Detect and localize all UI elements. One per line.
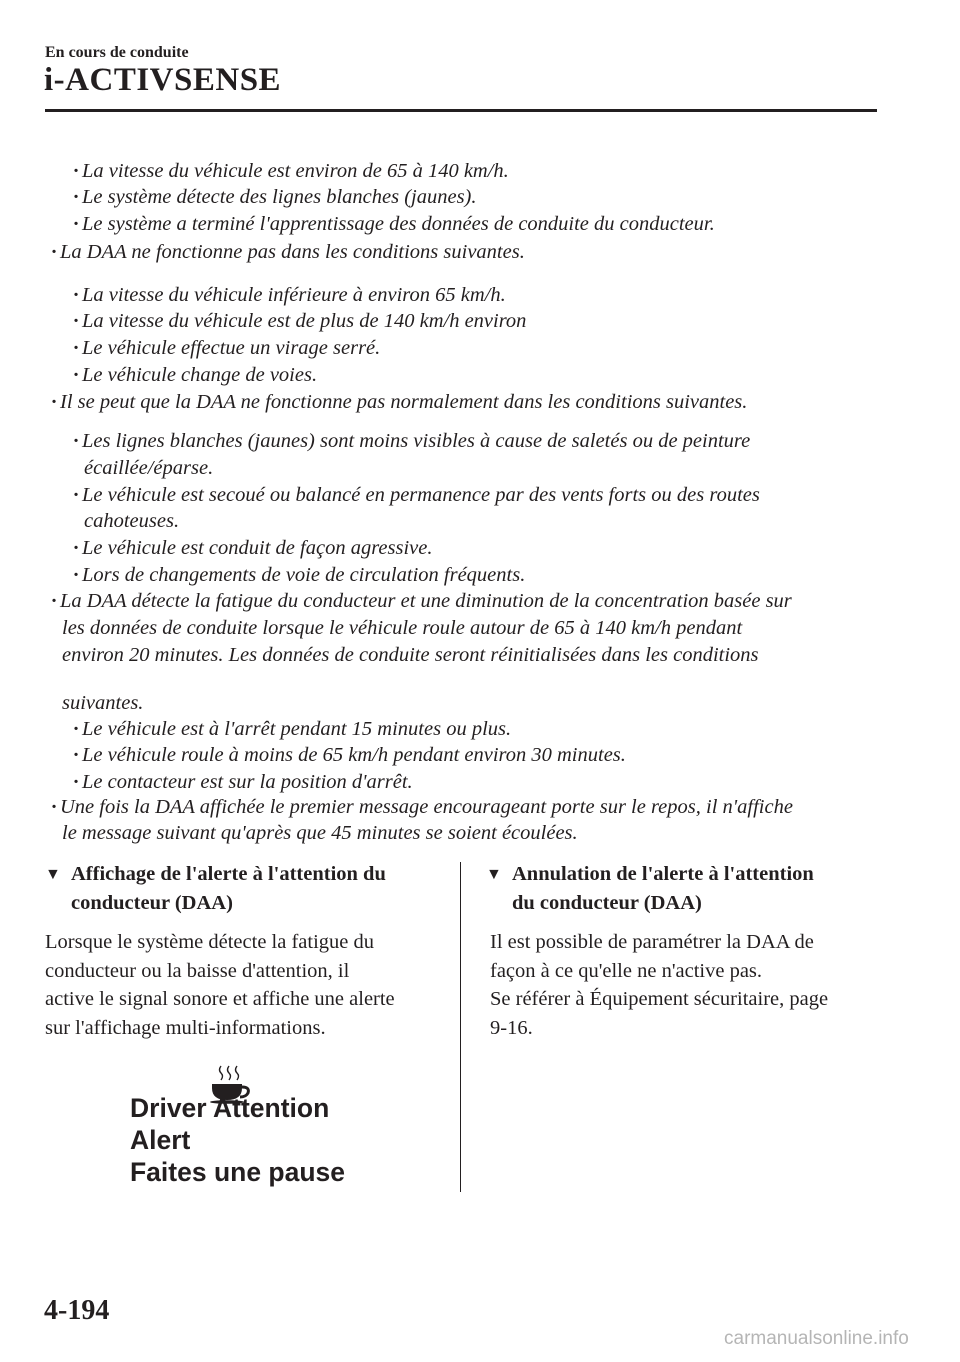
note-text: Le véhicule est secoué ou balancé en permanence par des vents forts ou des routes <box>82 484 760 506</box>
bullet-dot-icon: · <box>50 796 58 818</box>
left-body-line: active le signal sonore et affiche une alerte <box>45 988 395 1010</box>
note-text: La DAA détecte la fatigue du conducteur et une diminution de la concentration basée sur <box>60 590 792 612</box>
note-line <box>84 510 179 533</box>
note-line <box>62 692 143 715</box>
page-number: 4-194 <box>44 1295 110 1326</box>
note-line <box>70 284 506 307</box>
note-text: Le système détecte des lignes blanches (jaunes). <box>82 186 477 208</box>
note-text: Il se peut que la DAA ne fonctionne pas normalement dans les conditions suivantes. <box>60 391 748 413</box>
note-line <box>70 771 413 794</box>
note-text: cahoteuses. <box>84 510 180 532</box>
note-text: écaillée/éparse. <box>84 457 214 479</box>
note-line <box>62 644 759 667</box>
note-text: Une fois la DAA affichée le premier message encourageant porte sur le repos, il n'affiche <box>60 796 793 818</box>
note-text: La DAA ne fonctionne pas dans les conditions suivantes. <box>60 241 525 263</box>
left-body-line: Lorsque le système détecte la fatigue du <box>45 931 375 953</box>
bullet-dot-icon: · <box>72 771 80 793</box>
left-body-line: conducteur ou la baisse d'attention, il <box>45 959 350 982</box>
bullet-dot-icon: · <box>72 213 80 235</box>
note-line <box>84 457 213 480</box>
bullet-dot-icon: · <box>72 484 80 506</box>
note-text: La vitesse du véhicule est de plus de 140 km/h environ <box>82 310 527 332</box>
header-rule <box>45 109 877 112</box>
note-text: Lors de changements de voie de circulation fréquents. <box>82 564 526 586</box>
bullet-dot-icon: · <box>72 430 80 452</box>
note-line <box>70 537 432 560</box>
bullet-dot-icon: · <box>72 537 80 559</box>
bullet-dot-icon: · <box>72 310 80 332</box>
right-body-line: Se référer à Équipement sécuritaire, page <box>490 988 829 1010</box>
right-body-line: 9-16. <box>490 1016 533 1039</box>
note-line <box>70 186 477 209</box>
right-heading-line: Annulation de l'alerte à l'attention <box>512 863 814 885</box>
bullet-dot-icon: · <box>72 564 80 586</box>
right-section-body <box>490 928 828 1042</box>
note-line <box>48 241 525 264</box>
watermark: carmanualsonline.info <box>724 1328 909 1349</box>
note-line <box>48 590 792 613</box>
bullet-dot-icon: · <box>50 391 58 413</box>
note-text: Le contacteur est sur la position d'arrêt. <box>82 771 413 793</box>
left-heading-line: Affichage de l'alerte à l'attention du <box>71 863 386 885</box>
bullet-dot-icon: · <box>72 744 80 766</box>
note-text: La vitesse du véhicule inférieure à environ 65 km/h. <box>82 284 506 306</box>
note-text: Le véhicule est conduit de façon agressive. <box>82 537 433 559</box>
note-line <box>48 796 793 819</box>
note-line <box>70 160 509 183</box>
note-line <box>70 213 715 236</box>
bullet-dot-icon: · <box>72 364 80 386</box>
note-text: le message suivant qu'après que 45 minutes se soient écoulées. <box>62 822 578 844</box>
note-line <box>48 391 747 414</box>
left-body-line: sur l'affichage multi-informations. <box>45 1016 326 1039</box>
right-section-heading <box>486 860 814 918</box>
section-label: En cours de conduite <box>45 44 189 61</box>
triangle-marker-icon: ▼ <box>486 866 502 883</box>
note-text: environ 20 minutes. Les données de conduite seront réinitialisées dans les conditions <box>62 644 759 666</box>
display-line: Faites une pause <box>130 1157 346 1187</box>
display-line: Alert <box>130 1125 191 1155</box>
bullet-dot-icon: · <box>72 284 80 306</box>
note-line <box>70 364 317 387</box>
note-text: Le véhicule roule à moins de 65 km/h pendant environ 30 minutes. <box>82 744 626 766</box>
column-divider <box>460 862 461 1192</box>
triangle-marker-icon: ▼ <box>45 866 61 883</box>
bullet-dot-icon: · <box>50 590 58 612</box>
note-text: Le véhicule est à l'arrêt pendant 15 minutes ou plus. <box>82 718 512 740</box>
note-text: Les lignes blanches (jaunes) sont moins visibles à cause de saletés ou de peinture <box>82 430 751 452</box>
display-line: Driver Attention <box>130 1093 330 1123</box>
right-heading-line: du conducteur (DAA) <box>512 892 702 914</box>
right-body-line: façon à ce qu'elle ne n'active pas. <box>490 959 763 982</box>
note-text: suivantes. <box>62 692 144 714</box>
note-line <box>70 310 526 333</box>
note-line <box>70 337 380 360</box>
dashboard-alert-text <box>130 1092 345 1188</box>
note-text: Le système a terminé l'apprentissage des données de conduite du conducteur. <box>82 213 715 235</box>
bullet-dot-icon: · <box>72 186 80 208</box>
note-line <box>70 744 626 767</box>
note-text: La vitesse du véhicule est environ de 65 à 140 km/h. <box>82 160 509 182</box>
right-body-line: Il est possible de paramétrer la DAA de <box>490 931 814 953</box>
note-line <box>70 484 760 507</box>
note-line <box>70 430 750 453</box>
left-section-body <box>45 928 395 1042</box>
page-title: i-ACTIVSENSE <box>44 62 282 98</box>
bullet-dot-icon: · <box>50 241 58 263</box>
left-heading-line: conducteur (DAA) <box>71 892 233 914</box>
note-text: Le véhicule change de voies. <box>82 364 318 386</box>
bullet-dot-icon: · <box>72 337 80 359</box>
note-line <box>62 617 742 640</box>
note-text: Le véhicule effectue un virage serré. <box>82 337 381 359</box>
note-text: les données de conduite lorsque le véhicule roule autour de 65 à 140 km/h pendant <box>62 617 743 639</box>
note-line <box>62 822 578 845</box>
note-line <box>70 564 525 587</box>
bullet-dot-icon: · <box>72 160 80 182</box>
left-section-heading <box>45 860 386 918</box>
note-line <box>70 718 511 741</box>
bullet-dot-icon: · <box>72 718 80 740</box>
